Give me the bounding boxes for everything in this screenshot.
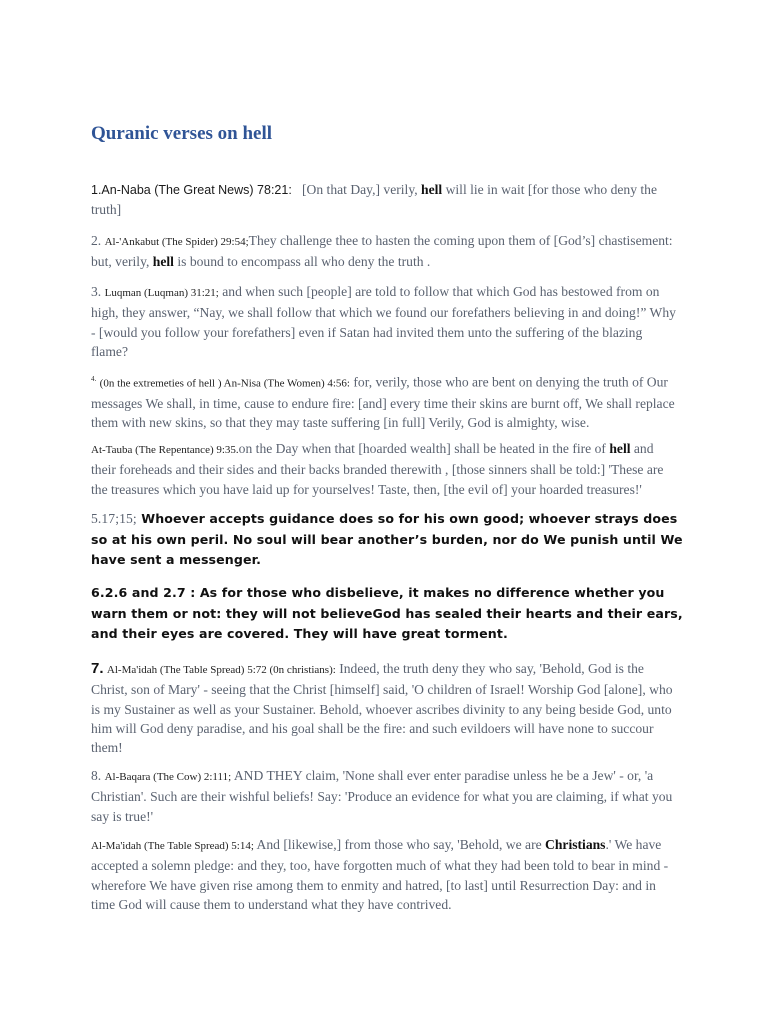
verse-number: 5.17;15; [91, 511, 137, 526]
verse-text: will lie in wait [for those who deny the truth] [91, 182, 657, 218]
verse-paragraph-2 [91, 231, 681, 272]
verse-reference: Al-'Ankabut (The Spider) 29:54; [104, 236, 249, 248]
verse-number: 2. [91, 233, 102, 248]
verse-text: and their foreheads and their sides and their backs branded therewith , [those sinners shall be told:] 'These are the treasures which you have laid up for yourselves! Taste, then, [the evil of] your hoarded treasures!' [91, 441, 664, 497]
verse-paragraph-4 [91, 370, 681, 432]
highlighted-word: Christians [545, 837, 606, 852]
verse-number: 7. [91, 660, 104, 677]
verse-paragraph-3 [91, 282, 681, 361]
highlighted-word: hell [152, 254, 174, 270]
verse-paragraph-10 [91, 835, 681, 914]
verse-reference: Luqman (Luqman) 31:21; [104, 287, 219, 299]
verse-paragraph-5 [91, 439, 681, 499]
verse-reference: (0n the extremeties of hell ) An-Nisa (The Women) 4:56: [99, 377, 350, 390]
verse-text: And [likewise,] from those who say, 'Behold, we are [253, 837, 546, 852]
verse-paragraph-7 [91, 583, 691, 645]
verse-number: 3. [91, 284, 102, 299]
verse-text: They challenge thee to hasten the coming upon them of [God’s] chastisement: but, verily, [91, 233, 673, 270]
page-title: Quranic verses on hell [91, 123, 273, 144]
verse-reference: At-Tauba (The Repentance) 9:35. [91, 444, 239, 456]
highlighted-word: hell [609, 441, 631, 456]
verse-reference: Al-Ma'idah (The Table Spread) 5:14; [91, 840, 254, 852]
verse-text: on the Day when that [hoarded wealth] shall be heated in the fire of [238, 441, 610, 456]
verse-text: .' We have accepted a solemn pledge: and they, too, have forgotten much of what they had been told to bear in mind - wherefore We have given rise among them to enmity and hatred, [to last] until Resurrection Day: and in time God will cause them to understand what they have contrived. [91, 837, 669, 912]
verse-number: 8. [91, 768, 102, 783]
verse-text: AND THEY claim, 'None shall ever enter paradise unless he be a Jew' - or, 'a Christian'. Such are their wishful beliefs! Say: 'Produce an evidence for what you are claiming, if what you say is true!' [91, 768, 673, 824]
verse-text: Indeed, the truth deny they who say, 'Behold, God is the Christ, son of Mary' - seeing that the Christ [himself] said, 'O children of Israel! Worship God [alone], who is my Sustainer as well as your Sustainer. Behold, whoever ascribes divinity to any being beside God, unto him will God deny paradise, and his goal shall be the fire: and such evildoers will have none to succour them! [91, 661, 673, 756]
verse-text: and when such [people] are told to follow that which God has bestowed from on high, they answer, “Nay, we shall follow that which we found our forefathers believing in and doing!” Why - [would you follow your forefathers] even if Satan had invited them unto the suffering of the blazing flame? [91, 284, 676, 359]
verse-number: 4. [91, 375, 97, 383]
verse-text: Whoever accepts guidance does so for his own good; whoever strays does so at his own peril. No soul will bear another’s burden, nor do We punish until We have sent a messenger. [91, 511, 683, 567]
verse-paragraph-8 [91, 659, 681, 757]
verse-reference: Al-Ma'idah (The Table Spread) 5:72 (0n christians): [106, 664, 336, 676]
verse-reference: 1.An-Naba (The Great News) 78:21: [91, 183, 292, 197]
verse-paragraph-6 [91, 509, 691, 571]
highlighted-word: hell [421, 182, 443, 197]
verse-reference: Al-Baqara (The Cow) 2:111; [104, 771, 232, 783]
verse-text: 6.2.6 and 2.7 : As for those who disbelieve, it makes no difference whether you warn them or not: they will not believeGod has sealed their hearts and their ears, and their eyes are covered. They will have great torment. [91, 585, 683, 641]
verse-text: for, verily, those who are bent on denying the truth of Our messages We shall, in time, cause to endure fire: [and] every time their skins are burnt off, We shall replace them with new skins, so that they may taste suffering [in full] Verily, God is almighty, wise. [91, 374, 675, 431]
verse-text: is bound to encompass all who deny the truth . [173, 254, 431, 270]
verse-text: [On that Day,] verily, [302, 182, 422, 197]
verse-paragraph-9 [91, 766, 681, 826]
verse-paragraph-1 [91, 180, 681, 220]
